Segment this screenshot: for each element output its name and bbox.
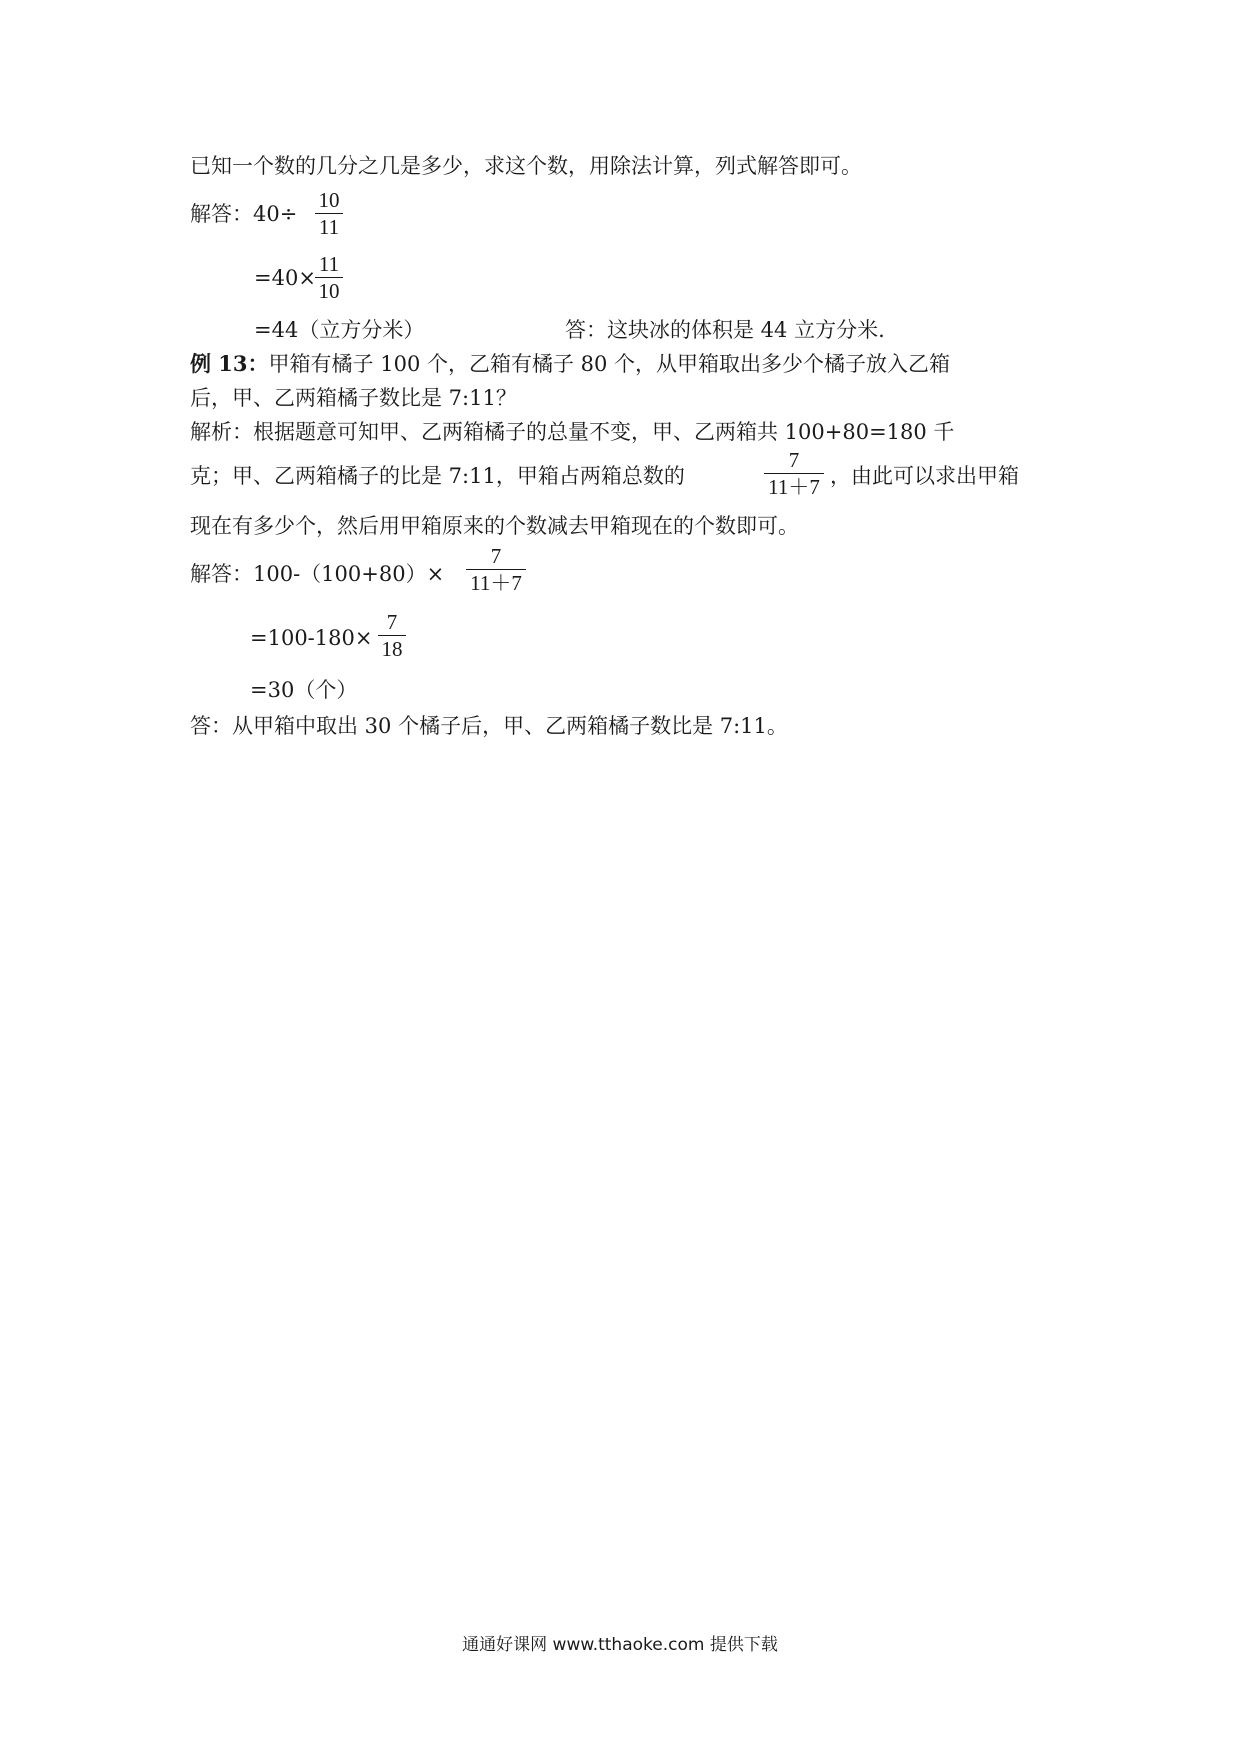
solution12-line2: =40× [254, 266, 316, 290]
fraction-bar [466, 569, 526, 570]
example13-solution-fraction-1 [466, 544, 526, 595]
fraction-denominator: 18 [381, 637, 403, 661]
intro-text: 已知一个数的几分之几是多少，求这个数，用除法计算，列式解答即可。 [190, 154, 862, 178]
solution12-fraction-2 [315, 252, 343, 303]
fraction-bar [378, 635, 406, 636]
example13-label: 例 13： [190, 351, 269, 376]
fraction-denominator: 11 [318, 215, 340, 239]
fraction-numerator: 7 [788, 448, 800, 472]
solution12-fraction-1 [315, 188, 343, 239]
fraction-denominator: 11＋7 [470, 571, 522, 595]
example13-solution-fraction-2 [378, 610, 406, 661]
example13-solution-line1: 解答：100-（100+80）× [190, 562, 445, 586]
solution12-line1: 解答：40÷ [190, 202, 298, 226]
example13-analysis-line2-prefix: 克；甲、乙两箱橘子的比是 7:11，甲箱占两箱总数的 [190, 464, 685, 488]
example13-analysis-line1: 解析：根据题意可知甲、乙两箱橘子的总量不变，甲、乙两箱共 100+80=180 千 [190, 420, 955, 444]
fraction-denominator: 11＋7 [768, 475, 820, 499]
fraction-bar [315, 277, 343, 278]
solution12-line3: =44（立方分米） [254, 318, 425, 342]
example13-solution-line3: =30（个） [250, 678, 358, 702]
fraction-denominator: 10 [318, 279, 340, 303]
example13-analysis-line2-suffix: ，由此可以求出甲箱 [830, 464, 1019, 488]
example13-analysis-fraction [764, 448, 824, 499]
fraction-numerator: 11 [318, 252, 340, 276]
fraction-numerator: 10 [318, 188, 340, 212]
fraction-bar [315, 213, 343, 214]
fraction-numerator: 7 [386, 610, 398, 634]
example13-question-line1 [190, 350, 950, 378]
example13-question-line2: 后，甲、乙两箱橘子数比是 7:11？ [190, 386, 517, 410]
fraction-bar [764, 473, 824, 474]
example13-solution-line2: =100-180× [250, 626, 373, 650]
example13-answer: 答：从甲箱中取出 30 个橘子后，甲、乙两箱橘子数比是 7:11。 [190, 714, 788, 738]
footer-text: 通通好课网 www.tthaoke.com 提供下载 [462, 1635, 778, 1655]
example13-analysis-line3: 现在有多少个，然后用甲箱原来的个数减去甲箱现在的个数即可。 [190, 514, 799, 538]
solution12-answer: 答：这块冰的体积是 44 立方分米. [565, 318, 885, 342]
example13-question-text: 甲箱有橘子 100 个，乙箱有橘子 80 个，从甲箱取出多少个橘子放入乙箱 [268, 352, 951, 376]
fraction-numerator: 7 [490, 544, 502, 568]
